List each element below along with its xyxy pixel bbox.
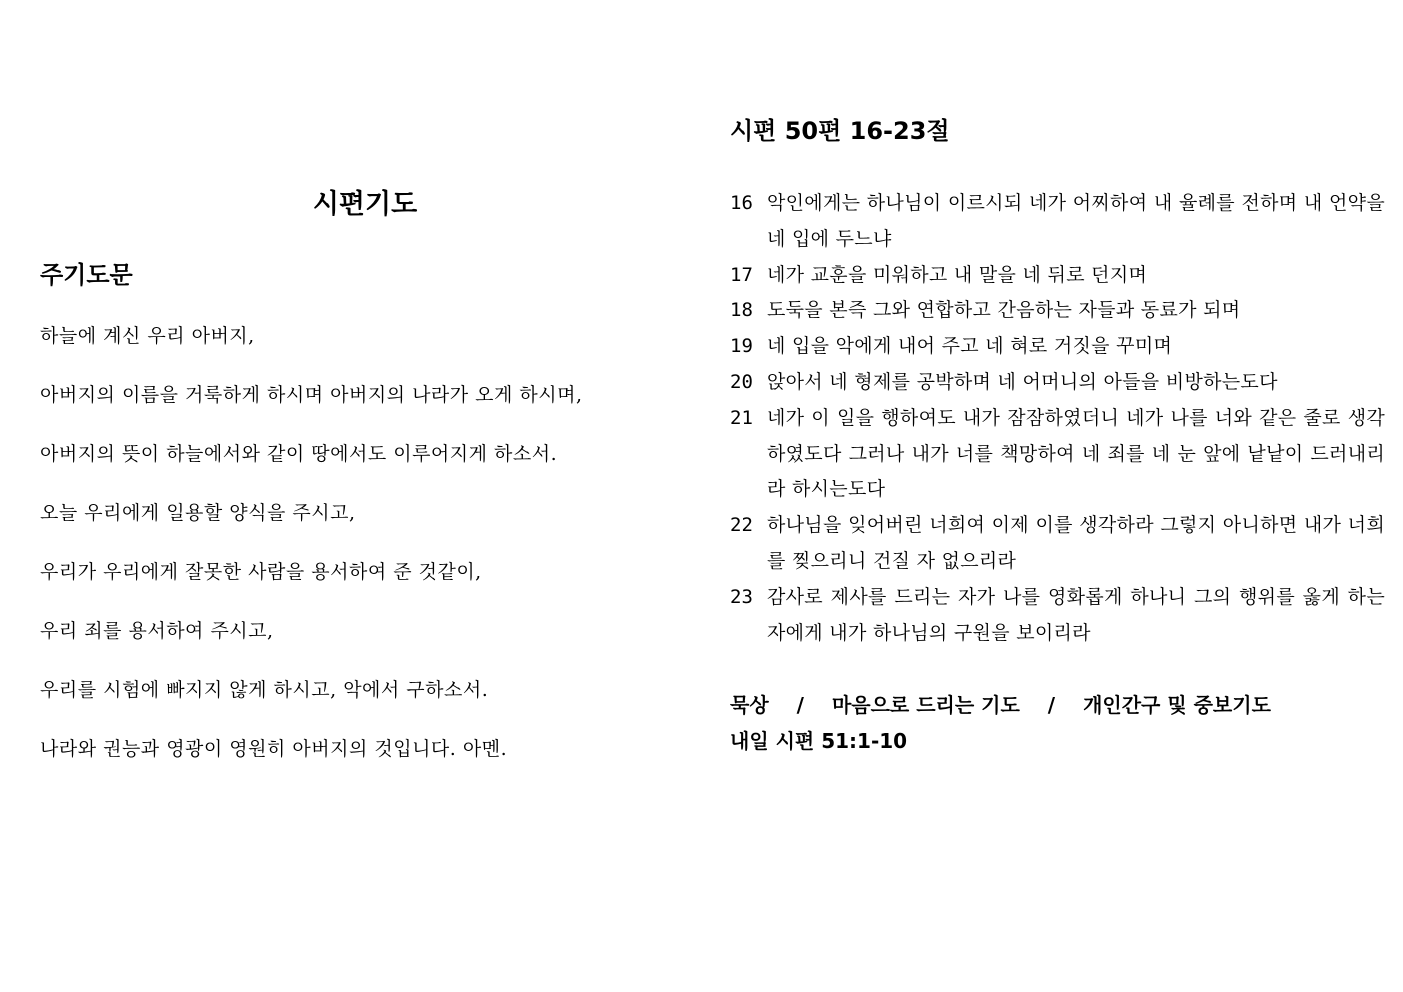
verse-text: 네가 교훈을 미워하고 내 말을 네 뒤로 던지며 [767, 263, 1148, 286]
passage-title: 시편 50편 16-23절 [730, 117, 950, 145]
verse-item [730, 329, 1385, 365]
separator: / [796, 693, 804, 717]
prayer-line: 오늘 우리에게 일용할 양식을 주시고, [40, 502, 356, 524]
verse-text: 네가 이 일을 행하여도 내가 잠잠하였더니 네가 나를 너와 같은 줄로 생각하였도다 그러나 내가 너를 책망하여 네 죄를 네 눈 앞에 낱낱이 드러내리라 하시는도다 [767, 406, 1385, 501]
verse-number: 18 [730, 299, 753, 322]
verse-text: 네 입을 악에게 내어 주고 네 혀로 거짓을 꾸미며 [767, 335, 1173, 358]
verse-text: 감사로 제사를 드리는 자가 나를 영화롭게 하나니 그의 행위를 옳게 하는 자에게 내가 하나님의 구원을 보이리라 [767, 585, 1385, 644]
verse-list [730, 186, 1385, 651]
prayer-line: 아버지의 뜻이 하늘에서와 같이 땅에서도 이루어지게 하소서. [40, 443, 558, 465]
meditation-label: 묵상 [730, 693, 769, 717]
prayer-line: 우리를 시험에 빠지지 않게 하시고, 악에서 구하소서. [40, 679, 489, 701]
page-title: 시편기도 [312, 189, 418, 220]
devotion-steps [730, 688, 1271, 722]
verse-number: 22 [730, 514, 753, 537]
prayer-line: 하늘에 계신 우리 아버지, [40, 325, 255, 347]
lords-prayer [40, 318, 583, 790]
section-title: 주기도문 [40, 261, 133, 289]
verse-text: 악인에게는 하나님이 이르시되 네가 어찌하여 내 율례를 전하며 내 언약을 네 입에 두느냐 [767, 192, 1385, 250]
verse-text: 앉아서 네 형제를 공박하며 네 어머니의 아들을 비방하는도다 [767, 370, 1278, 393]
next-reading: 내일 시편 51:1-10 [730, 729, 908, 753]
verse-item [730, 293, 1385, 329]
verse-item [730, 401, 1385, 508]
prayer-line: 나라와 권능과 영광이 영원히 아버지의 것입니다. 아멘. [40, 738, 508, 760]
intercession-label: 개인간구 및 중보기도 [1083, 693, 1271, 717]
verse-number: 19 [730, 335, 753, 358]
verse-item [730, 258, 1385, 294]
verse-number: 20 [730, 370, 753, 393]
prayer-line: 우리 죄를 용서하여 주시고, [40, 620, 274, 642]
verse-number: 23 [730, 585, 753, 608]
prayer-line: 우리가 우리에게 잘못한 사람을 용서하여 준 것같이, [40, 561, 482, 583]
verse-text: 하나님을 잊어버린 너희여 이제 이를 생각하라 그렇지 아니하면 내가 너희를 찢으리니 건질 자 없으리라 [767, 514, 1385, 572]
verse-number: 17 [730, 263, 753, 286]
verse-number: 21 [730, 406, 753, 429]
prayer-line: 아버지의 이름을 거룩하게 하시며 아버지의 나라가 오게 하시며, [40, 384, 583, 406]
verse-item [730, 186, 1385, 258]
verse-text: 도둑을 본즉 그와 연합하고 간음하는 자들과 동료가 되며 [767, 299, 1241, 322]
separator: / [1047, 693, 1056, 717]
verse-item [730, 508, 1385, 580]
verse-item [730, 580, 1385, 652]
verse-item [730, 365, 1385, 401]
verse-number: 16 [730, 192, 753, 214]
heart-prayer-label: 마음으로 드리는 기도 [831, 693, 1020, 717]
